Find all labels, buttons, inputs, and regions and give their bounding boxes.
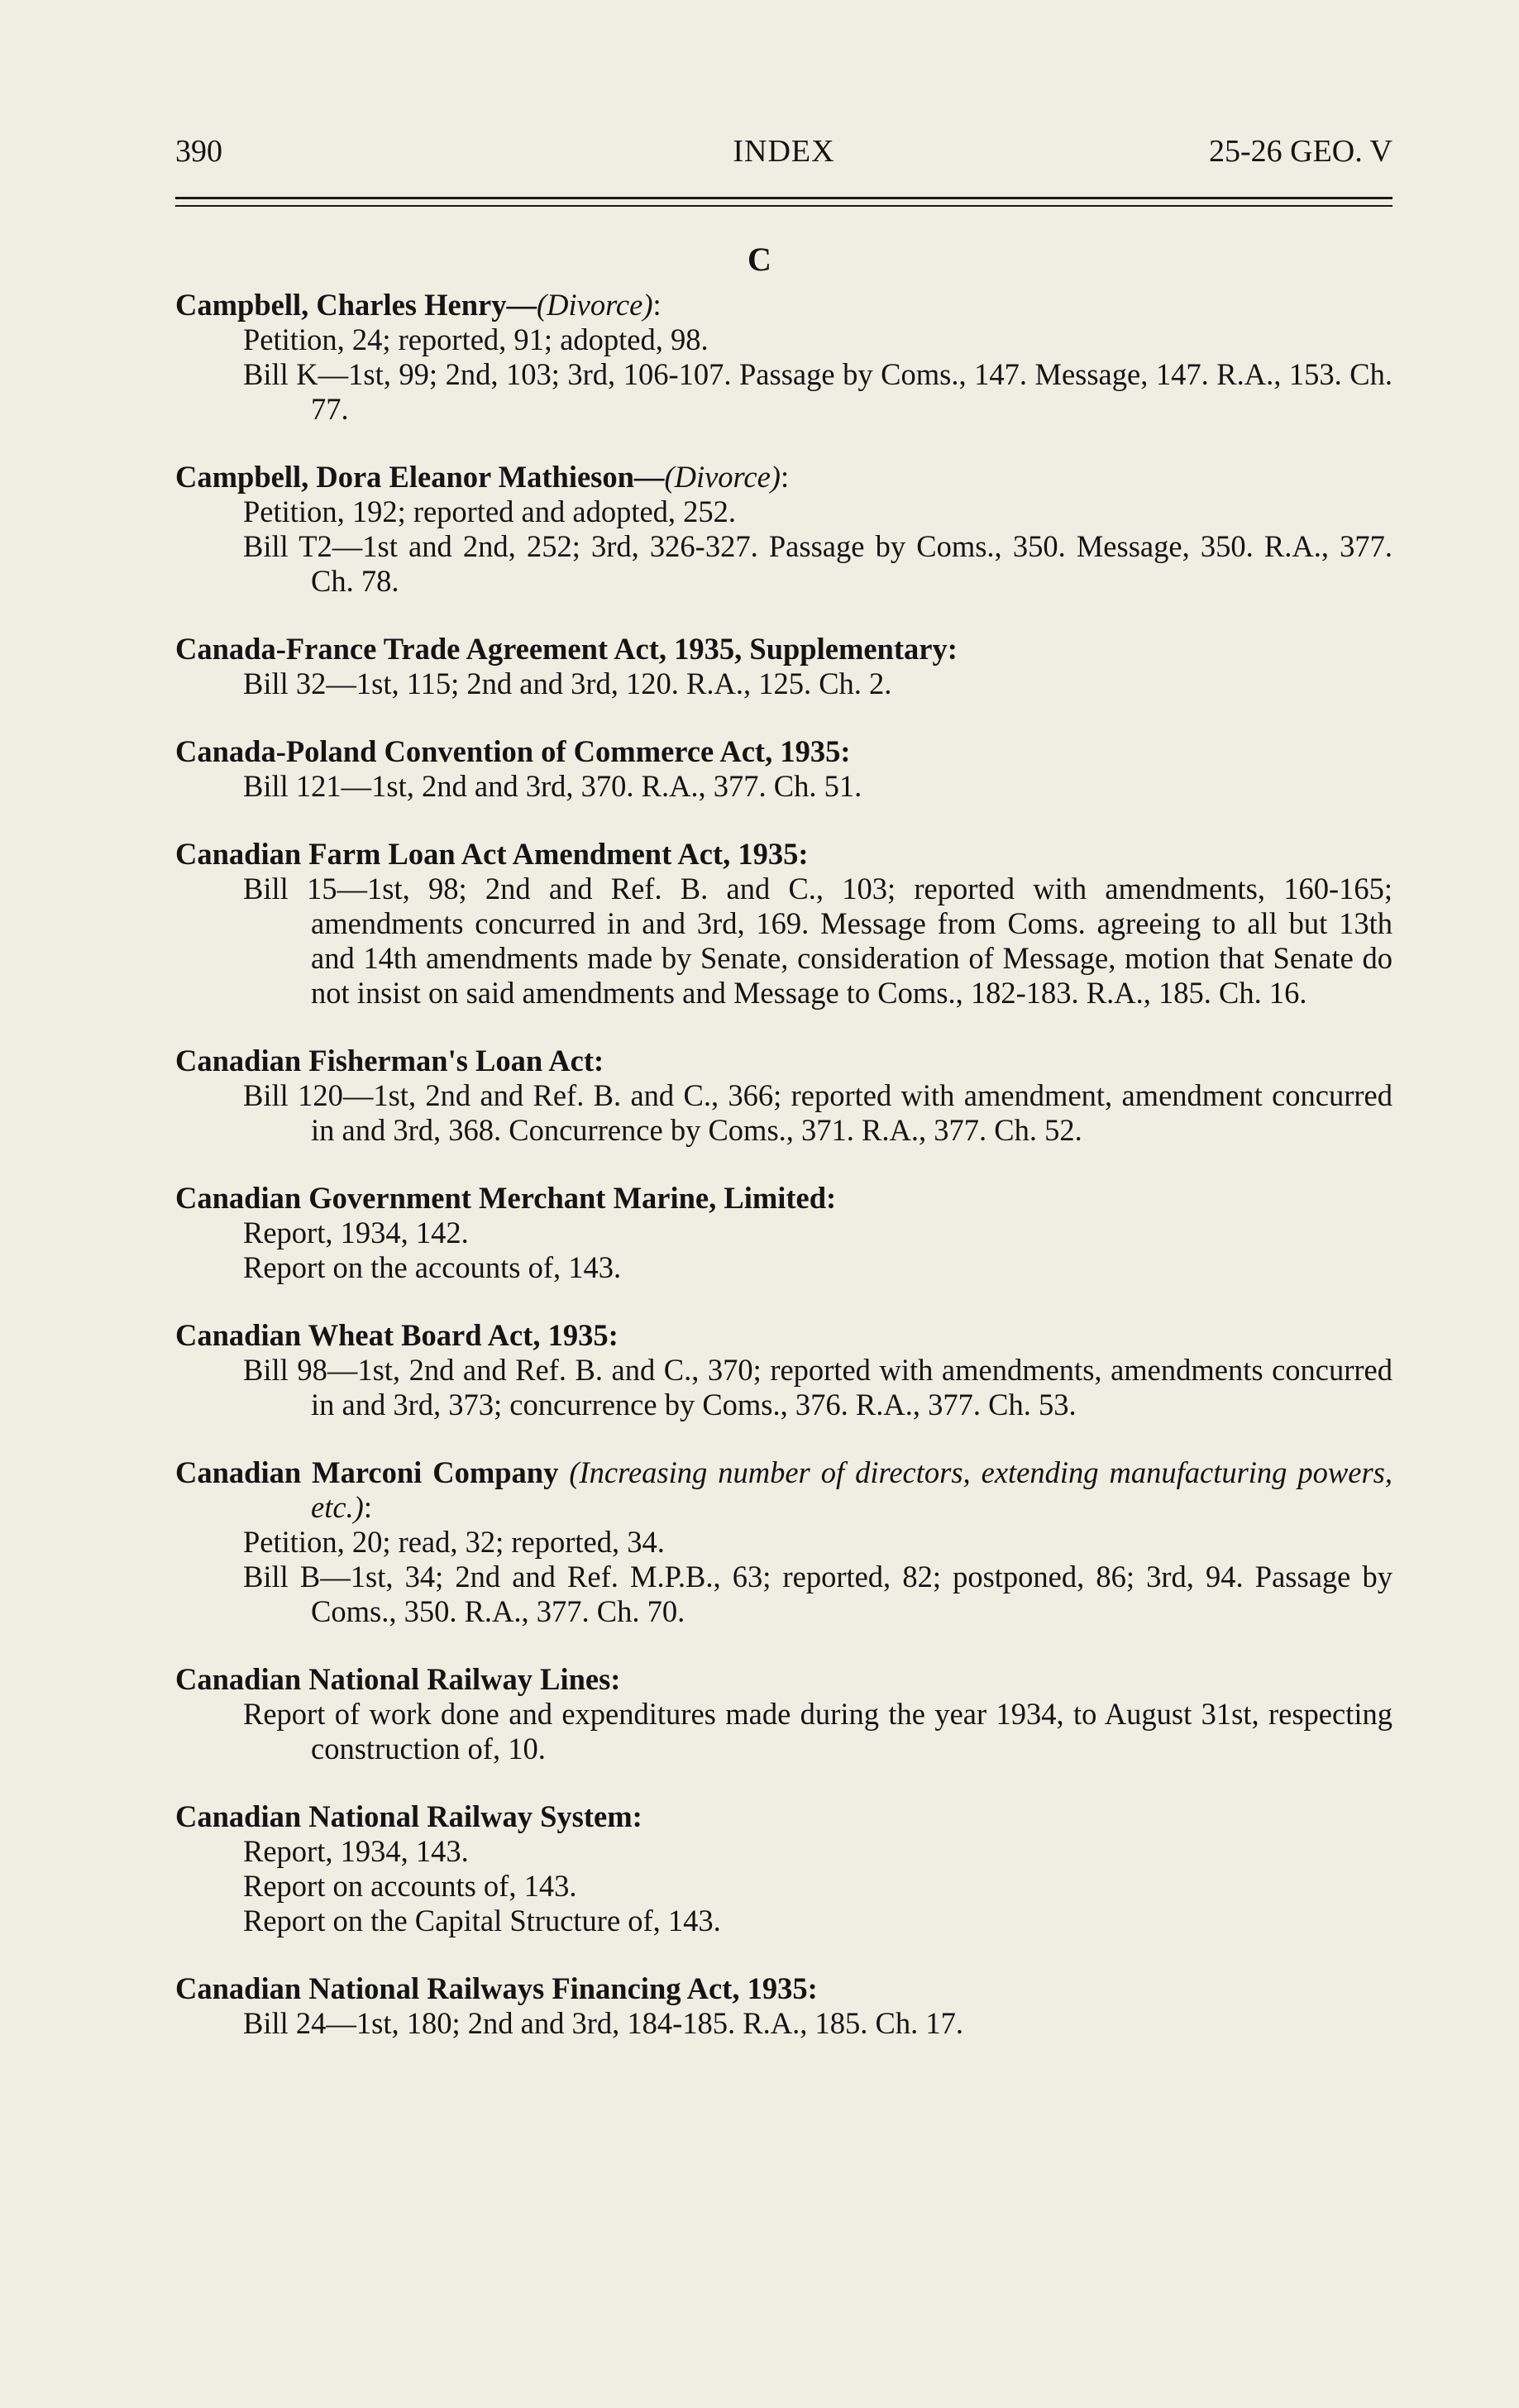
entry-heading-colon: : [780,460,790,494]
index-entry [175,460,1392,599]
entry-reference: Petition, 20; read, 32; reported, 34. [243,1525,665,1559]
entry-heading-note: (Divorce) [664,460,781,494]
entry-reference: Bill T2—1st and 2nd, 252; 3rd, 326-327. Passage by Coms., 350. Message, 350. R.A., 377. Ch. 78. [243,529,1392,598]
index-entry [175,288,1392,427]
entry-heading-text: Canadian National Railway System: [175,1799,642,1833]
entry-heading [175,1181,1392,1216]
entry-reference: Petition, 192; reported and adopted, 252. [243,494,737,528]
entry-reference: Bill 24—1st, 180; 2nd and 3rd, 184-185. R.A., 185. Ch. 17. [243,2006,963,2040]
section-letter: C [748,241,771,278]
running-title: INDEX [733,134,835,169]
index-entry [175,1662,1392,1766]
entry-reference: Report, 1934, 143. [243,1834,469,1868]
entry-reference: Report, 1934, 142. [243,1216,469,1249]
entry-heading [175,1971,1392,2006]
entry-heading [175,288,1392,322]
entry-reference: Report on the accounts of, 143. [243,1250,622,1284]
index-entry [175,1971,1392,2041]
entry-reference: Bill 121—1st, 2nd and 3rd, 370. R.A., 377. Ch. 51. [243,769,862,803]
entry-heading [175,1662,1392,1697]
index-entry [175,1799,1392,1938]
entry-heading [175,1799,1392,1834]
entry-heading-text: Canadian Farm Loan Act Amendment Act, 1935: [175,837,809,871]
entry-reference: Bill 98—1st, 2nd and Ref. B. and C., 370; reported with amendments, amendments concurred in and 3rd, 373; concurrence by Coms., 376. R.A., 377. Ch. 53. [243,1353,1392,1421]
entry-reference: Bill 15—1st, 98; 2nd and Ref. B. and C., 103; reported with amendments, 160-165; amendments concurred in and 3rd, 169. Message from Coms. agreeing to all but 13th and 14th amendments made by Senate, consideration of Message, motion that Senate do not insist on said amendments and Message to Coms., 182-183. R.A., 185. Ch. 16. [243,872,1392,1010]
entry-heading [175,632,1392,666]
entry-heading-text: Canadian Marconi Company [175,1455,570,1489]
entry-heading [175,837,1392,872]
entry-reference: Report of work done and expenditures made during the year 1934, to August 31st, respecting construction of, 10. [243,1697,1392,1765]
entry-heading [175,1455,1392,1525]
entry-heading-text: Canadian Fisherman's Loan Act: [175,1044,604,1077]
entry-heading-note: (Divorce) [536,288,653,322]
entry-reference: Petition, 24; reported, 91; adopted, 98. [243,322,709,356]
entry-heading [175,1318,1392,1353]
entry-heading-colon: : [363,1490,372,1524]
index-entry [175,837,1392,1010]
entry-reference: Bill 120—1st, 2nd and Ref. B. and C., 366; reported with amendment, amendment concurred in and 3rd, 368. Concurrence by Coms., 371. R.A., 377. Ch. 52. [243,1078,1392,1147]
index-entry [175,632,1392,701]
entry-heading-text: Canada-Poland Convention of Commerce Act, 1935: [175,734,851,768]
index-entry [175,734,1392,804]
index-entry [175,1318,1392,1422]
entry-heading-colon: : [652,288,662,322]
entry-reference: Report on accounts of, 143. [243,1869,577,1903]
entry-heading [175,1044,1392,1078]
entry-heading-text: Canada-France Trade Agreement Act, 1935, Supplementary: [175,632,958,666]
index-entries [175,288,1392,2074]
index-entry [175,1181,1392,1285]
header-rule-bottom [175,205,1392,207]
entry-heading-text: Campbell, Dora Eleanor Mathieson— [175,460,665,494]
entry-heading-text: Canadian Wheat Board Act, 1935: [175,1318,619,1352]
header-rule-top [175,197,1392,199]
entry-reference: Bill B—1st, 34; 2nd and Ref. M.P.B., 63; reported, 82; postponed, 86; 3rd, 94. Passage by Coms., 350. R.A., 377. Ch. 70. [243,1560,1392,1628]
entry-reference: Bill K—1st, 99; 2nd, 103; 3rd, 106-107. Passage by Coms., 147. Message, 147. R.A., 153. Ch. 77. [243,357,1392,426]
entry-heading-note: (Increasing number of directors, extending manufacturing powers, etc.) [311,1455,1392,1524]
regnal-year: 25-26 GEO. V [1208,134,1392,169]
entry-heading-text: Canadian National Railway Lines: [175,1662,621,1696]
entry-heading-text: Canadian National Railways Financing Act, 1935: [175,1971,818,2005]
entry-reference: Report on the Capital Structure of, 143. [243,1904,721,1937]
page-number: 390 [175,134,222,169]
index-entry [175,1455,1392,1629]
page-header [175,131,1392,172]
entry-heading [175,460,1392,494]
entry-heading-text: Canadian Government Merchant Marine, Limited: [175,1181,837,1215]
entry-heading-text: Campbell, Charles Henry— [175,288,537,322]
entry-heading [175,734,1392,769]
index-entry [175,1044,1392,1148]
entry-reference: Bill 32—1st, 115; 2nd and 3rd, 120. R.A., 125. Ch. 2. [243,666,892,700]
